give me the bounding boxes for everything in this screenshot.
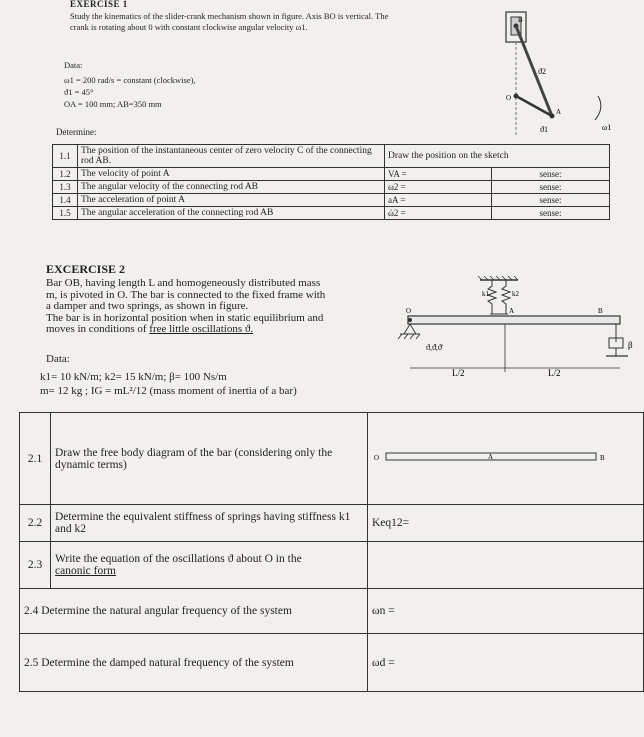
question-underlined: canonic form — [55, 565, 116, 577]
fig1-label-theta1: ϑ1 — [540, 125, 548, 134]
connecting-rod — [516, 26, 552, 116]
exercise2-data-line: m= 12 kg ; IG = mL²/12 (mass moment of inertia of a bar) — [40, 385, 297, 397]
fig1-label-o: O — [506, 94, 512, 102]
fig2-label-o: O — [406, 307, 412, 315]
omega-arrow — [595, 96, 601, 120]
table-row — [20, 634, 644, 692]
fig1-label-a: A — [556, 108, 562, 116]
fbd-label-b: B — [600, 454, 605, 462]
answer-cell[interactable]: ωd = — [368, 634, 644, 692]
exercise2-data-label: Data: — [46, 353, 70, 365]
spring-k1 — [488, 280, 496, 314]
fig2-label-beta: β — [628, 340, 633, 350]
fbd-label-o: O — [374, 454, 380, 462]
sense-cell[interactable]: sense: — [492, 207, 610, 220]
fbd-bar-figure — [372, 447, 612, 467]
exercise1-intro: Study the kinematics of the slider-crank mechanism shown in figure. Axis BO is vertical. The crank is rotating about 0 with constant clockwise angular velocity ω1. — [70, 11, 389, 32]
fig2-label-a: A — [509, 307, 515, 315]
table-row — [53, 194, 610, 207]
table-row — [20, 413, 644, 505]
sense-cell[interactable]: sense: — [492, 168, 610, 181]
exercise1-data-line: ϑ1 = 45° — [64, 87, 94, 97]
intro-line: The bar is in horizontal position when in static equilibrium and — [46, 311, 324, 324]
row-number: 2.3 — [20, 542, 51, 589]
intro-line-last — [46, 324, 381, 336]
fig2-label-half2: L/2 — [548, 368, 561, 378]
exercise2-data-line: k1= 10 kN/m; k2= 15 kN/m; β= 100 Ns/m — [40, 371, 227, 383]
fig1-label-omega1: ω1 — [602, 123, 612, 132]
row-question: Draw the free body diagram of the bar (considering only the dynamic terms) — [51, 413, 368, 505]
table-row — [53, 207, 610, 220]
exercise2-table — [19, 412, 644, 692]
exercise1-title: EXERCISE 1 — [70, 0, 128, 9]
pivot-support — [398, 324, 420, 339]
table-row — [53, 181, 610, 194]
row-number: 2.4 — [24, 605, 39, 617]
answer-cell[interactable] — [368, 542, 644, 589]
answer-cell[interactable]: Keq12= — [368, 505, 644, 542]
slider-crank-figure — [480, 8, 620, 138]
bar-ob — [408, 316, 620, 324]
answer-cell[interactable]: Draw the position on the sketch — [385, 145, 610, 168]
row-number: 2.2 — [20, 505, 51, 542]
row-number: 1.4 — [53, 194, 78, 207]
pivot-o — [408, 318, 412, 322]
answer-cell[interactable]: ω2 = — [385, 181, 492, 194]
fig2-label-k2: k2 — [512, 290, 519, 298]
sense-cell[interactable]: sense: — [492, 194, 610, 207]
row-number: 1.5 — [53, 207, 78, 220]
exercise1-determine-label: Determine: — [56, 127, 97, 137]
question-text: Determine the natural angular frequency of the system — [41, 605, 292, 617]
row-question: The angular acceleration of the connecting rod AB — [78, 207, 385, 220]
fig2-label-b: B — [598, 307, 603, 315]
exercise2-intro — [46, 278, 381, 336]
exercise1-data-line: OA = 100 mm; AB=350 mm — [64, 99, 162, 109]
intro-underlined: free little oscillations ϑ. — [149, 323, 254, 335]
row-number: 1.3 — [53, 181, 78, 194]
fbd-label-a: A — [488, 453, 494, 461]
table-row — [20, 505, 644, 542]
exercise2-title: EXCERCISE 2 — [46, 262, 126, 276]
row-question — [51, 542, 368, 589]
intro-line: Bar OB, having length L and homogeneously distributed mass — [46, 277, 321, 289]
pin-a — [550, 114, 555, 119]
fbd-answer-cell[interactable] — [368, 413, 644, 505]
table-row — [20, 589, 644, 634]
row-question: Determine the equivalent stiffness of springs having stiffness k1 and k2 — [51, 505, 368, 542]
question-text: Determine the damped natural frequency of the system — [41, 656, 294, 669]
row-question: The acceleration of point A — [78, 194, 385, 207]
table-row — [53, 168, 610, 181]
exercise1-data-label: Data: — [64, 60, 83, 70]
fig2-label-k1: k1 — [482, 290, 489, 298]
answer-cell[interactable]: ωn = — [368, 589, 644, 634]
exercise1-data-list — [64, 74, 196, 110]
intro-prefix: moves in conditions of — [46, 323, 150, 335]
answer-cell[interactable]: VA = — [385, 168, 492, 181]
row-question: The angular velocity of the connecting rod AB — [78, 181, 385, 194]
row-number: 1.2 — [53, 168, 78, 181]
intro-line: a damper and two springs, as shown in figure. — [46, 300, 249, 312]
sense-cell[interactable]: sense: — [492, 181, 610, 194]
fig1-label-b: B — [518, 16, 523, 24]
answer-cell[interactable]: aA = — [385, 194, 492, 207]
row-question — [20, 634, 368, 692]
table-row — [53, 145, 610, 168]
exercise1-table — [52, 144, 610, 220]
row-number: 2.1 — [20, 413, 51, 505]
row-question — [20, 589, 368, 634]
row-question: The position of the instantaneous center of zero velocity C of the connecting rod AB. — [78, 145, 385, 168]
fig2-label-half1: L/2 — [452, 368, 465, 378]
row-number: 1.1 — [53, 145, 78, 168]
exercise1-data-line: ω1 = 200 rad/s = constant (clockwise), — [64, 75, 196, 85]
fig1-label-theta2: ϑ2 — [538, 67, 546, 76]
intro-line: m, is pivoted in O. The bar is connected to the fixed frame with — [46, 288, 326, 301]
bar-spring-figure — [388, 272, 640, 384]
table-row — [20, 542, 644, 589]
exercise2-data-list — [40, 370, 297, 398]
row-question: The velocity of point A — [78, 168, 385, 181]
answer-cell[interactable]: ώ2 = — [385, 207, 492, 220]
fig2-label-theta: ϑ,ϑ̇,ϑ̈ — [426, 343, 442, 352]
row-number: 2.5 — [24, 656, 39, 669]
question-text: Write the equation of the oscillations ϑ about O in the — [55, 553, 302, 565]
